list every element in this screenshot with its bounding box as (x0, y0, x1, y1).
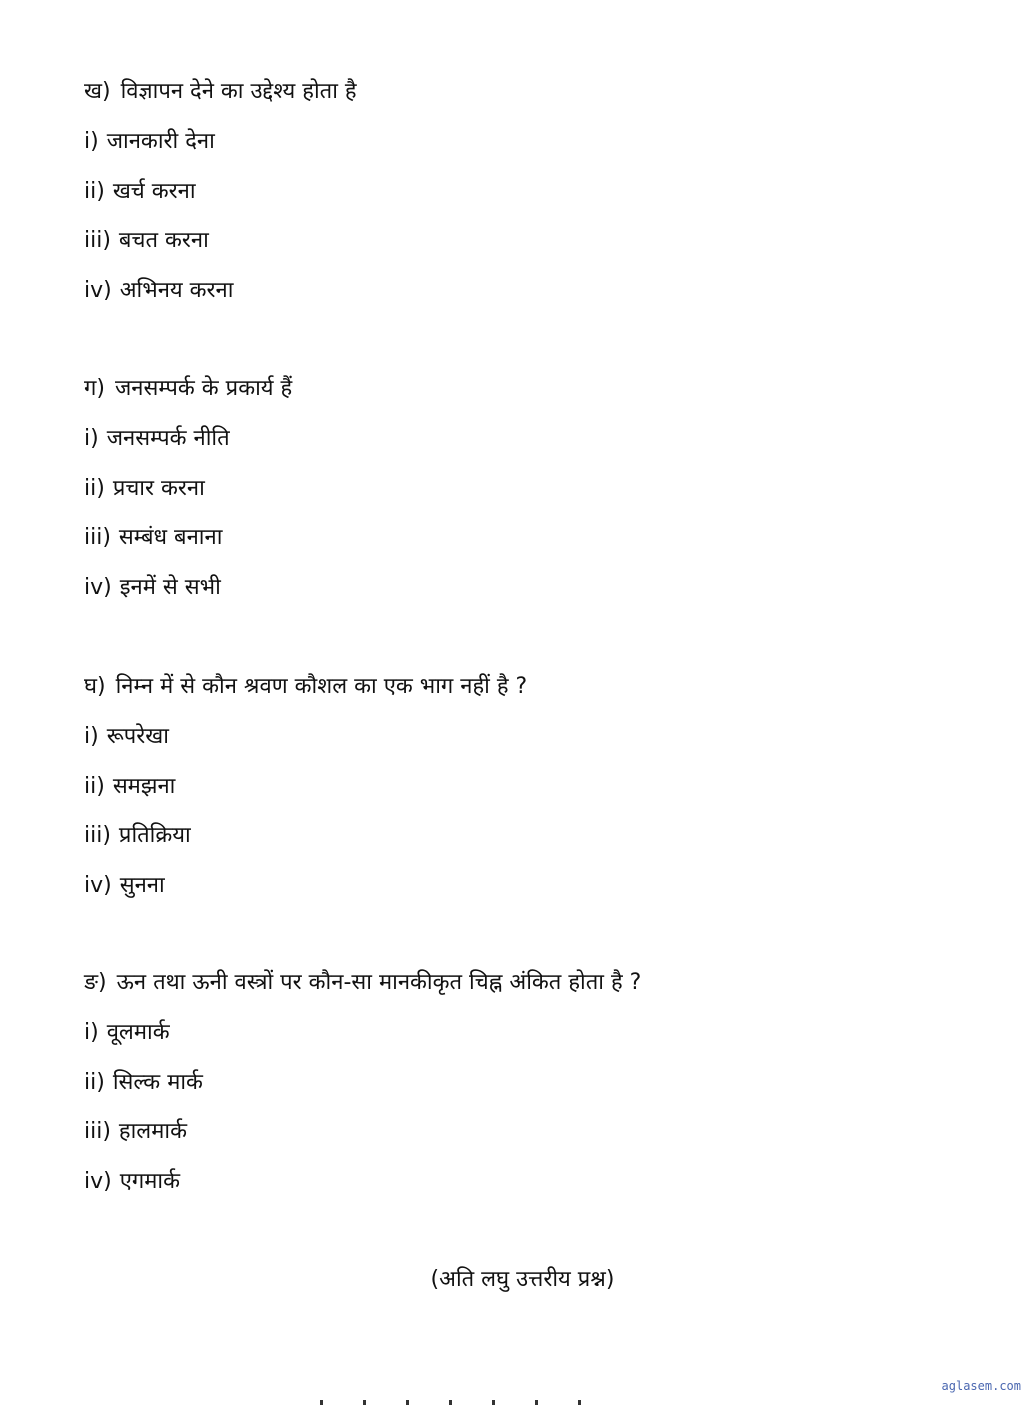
option-text: समझना (112, 773, 176, 799)
text-fragment (449, 1400, 452, 1405)
option-label: iv) (84, 574, 112, 600)
option-text: प्रचार करना (112, 475, 205, 501)
watermark: aglasem.com (941, 1379, 1021, 1393)
question-ga (84, 375, 964, 623)
option-text: सिल्क मार्क (112, 1069, 203, 1095)
option-item (84, 872, 964, 922)
option-item (84, 1168, 964, 1218)
option-item (84, 822, 964, 872)
question-stem (84, 375, 964, 425)
text-fragment (535, 1400, 538, 1405)
option-item (84, 524, 964, 574)
cut-off-footer-text (320, 1395, 640, 1405)
text-fragment (578, 1400, 581, 1405)
question-gha (84, 673, 964, 921)
text-fragment (492, 1400, 495, 1405)
option-text: खर्च करना (112, 178, 196, 204)
option-item (84, 425, 964, 475)
option-text: जानकारी देना (106, 129, 215, 154)
question-label: ख) (84, 79, 111, 104)
question-label: ग) (84, 376, 105, 401)
text-fragment (363, 1400, 366, 1405)
option-label: iii) (84, 1119, 111, 1144)
option-label: i) (84, 426, 99, 451)
option-label: ii) (84, 1069, 105, 1095)
option-text: रूपरेखा (106, 724, 169, 749)
question-text: जनसम्पर्क के प्रकार्य हैं (114, 376, 293, 401)
text-fragment (406, 1400, 409, 1405)
option-text: वूलमार्क (106, 1020, 170, 1045)
option-label: iv) (84, 1168, 112, 1194)
option-item (84, 128, 964, 178)
option-text: प्रतिक्रिया (118, 823, 191, 848)
option-item (84, 227, 964, 277)
option-item (84, 1069, 964, 1119)
option-text: सम्बंध बनाना (118, 525, 223, 550)
option-item (84, 178, 964, 228)
option-text: सुनना (119, 872, 165, 898)
section-heading: (अति लघु उत्तरीय प्रश्न) (430, 1267, 615, 1292)
question-text: ऊन तथा ऊनी वस्त्रों पर कौन-सा मानकीकृत चिह्न अंकित होता है ? (116, 970, 642, 995)
option-item (84, 475, 964, 525)
question-kha (84, 78, 964, 326)
option-text: अभिनय करना (119, 277, 234, 303)
question-stem (84, 969, 964, 1019)
question-nga (84, 969, 964, 1217)
option-item (84, 574, 964, 624)
option-label: ii) (84, 178, 105, 204)
option-label: ii) (84, 773, 105, 799)
option-label: i) (84, 129, 99, 154)
option-label: iii) (84, 823, 111, 848)
question-text: विज्ञापन देने का उद्देश्य होता है (120, 79, 357, 104)
option-item (84, 723, 964, 773)
question-stem (84, 78, 964, 128)
question-label: घ) (84, 674, 106, 699)
option-item (84, 1019, 964, 1069)
option-label: iii) (84, 228, 111, 253)
option-label: iv) (84, 872, 112, 898)
option-text: जनसम्पर्क नीति (106, 426, 230, 451)
option-text: बचत करना (118, 228, 209, 253)
text-fragment (320, 1400, 323, 1405)
option-label: i) (84, 1020, 99, 1045)
question-stem (84, 673, 964, 723)
option-text: इनमें से सभी (119, 574, 221, 600)
question-text: निम्न में से कौन श्रवण कौशल का एक भाग नहीं है ? (115, 674, 528, 699)
option-label: iii) (84, 525, 111, 550)
option-label: i) (84, 724, 99, 749)
option-item (84, 1118, 964, 1168)
option-text: हालमार्क (118, 1119, 187, 1144)
question-label: ङ) (84, 970, 107, 995)
option-text: एगमार्क (119, 1168, 181, 1194)
option-label: iv) (84, 277, 112, 303)
option-item (84, 773, 964, 823)
option-label: ii) (84, 475, 105, 501)
option-item (84, 277, 964, 327)
